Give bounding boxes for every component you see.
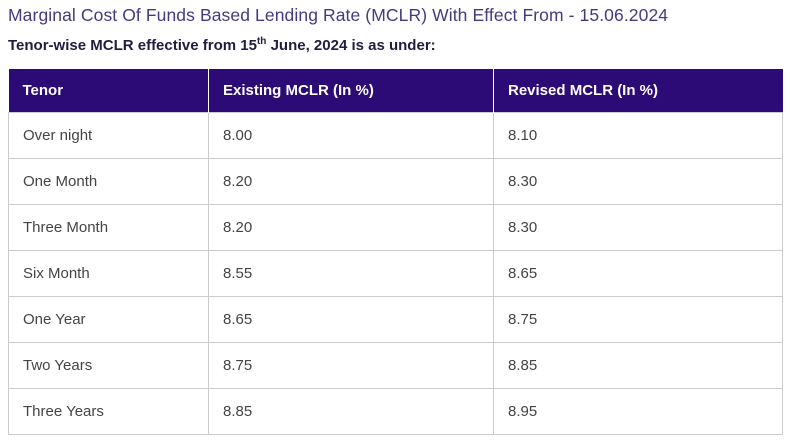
- page-subtitle: [8, 37, 782, 55]
- tenor-cell: One Year: [9, 296, 209, 342]
- table-row: [9, 204, 783, 250]
- revised-mclr-cell: 8.95: [494, 388, 783, 434]
- table-row: [9, 296, 783, 342]
- column-header-tenor: Tenor: [9, 69, 209, 113]
- subtitle-text-suffix: June, 2024 is as under:: [266, 36, 436, 54]
- tenor-cell: Over night: [9, 112, 209, 158]
- revised-mclr-cell: 8.30: [494, 204, 783, 250]
- table-row: [9, 112, 783, 158]
- mclr-rate-table: [8, 69, 783, 435]
- tenor-cell: Three Month: [9, 204, 209, 250]
- column-header-revised-mclr: Revised MCLR (In %): [494, 69, 783, 113]
- tenor-cell: One Month: [9, 158, 209, 204]
- table-row: [9, 388, 783, 434]
- page-title: Marginal Cost Of Funds Based Lending Rate (MCLR) With Effect From - 15.06.2024: [8, 5, 669, 25]
- revised-mclr-cell: 8.10: [494, 112, 783, 158]
- tenor-cell: Three Years: [9, 388, 209, 434]
- tenor-cell: Six Month: [9, 250, 209, 296]
- subtitle-text-prefix: Tenor-wise MCLR effective from 15: [8, 36, 257, 54]
- table-header: [9, 69, 783, 113]
- revised-mclr-cell: 8.75: [494, 296, 783, 342]
- existing-mclr-cell: 8.65: [209, 296, 494, 342]
- table-row: [9, 158, 783, 204]
- revised-mclr-cell: 8.30: [494, 158, 783, 204]
- tenor-cell: Two Years: [9, 342, 209, 388]
- revised-mclr-cell: 8.65: [494, 250, 783, 296]
- existing-mclr-cell: 8.20: [209, 158, 494, 204]
- existing-mclr-cell: 8.00: [209, 112, 494, 158]
- existing-mclr-cell: 8.85: [209, 388, 494, 434]
- subtitle-superscript: th: [256, 35, 267, 47]
- existing-mclr-cell: 8.75: [209, 342, 494, 388]
- table-header-row: [9, 69, 783, 113]
- existing-mclr-cell: 8.20: [209, 204, 494, 250]
- existing-mclr-cell: 8.55: [209, 250, 494, 296]
- column-header-existing-mclr: Existing MCLR (In %): [209, 69, 494, 113]
- table-row: [9, 250, 783, 296]
- table-body: [9, 112, 783, 434]
- revised-mclr-cell: 8.85: [494, 342, 783, 388]
- table-row: [9, 342, 783, 388]
